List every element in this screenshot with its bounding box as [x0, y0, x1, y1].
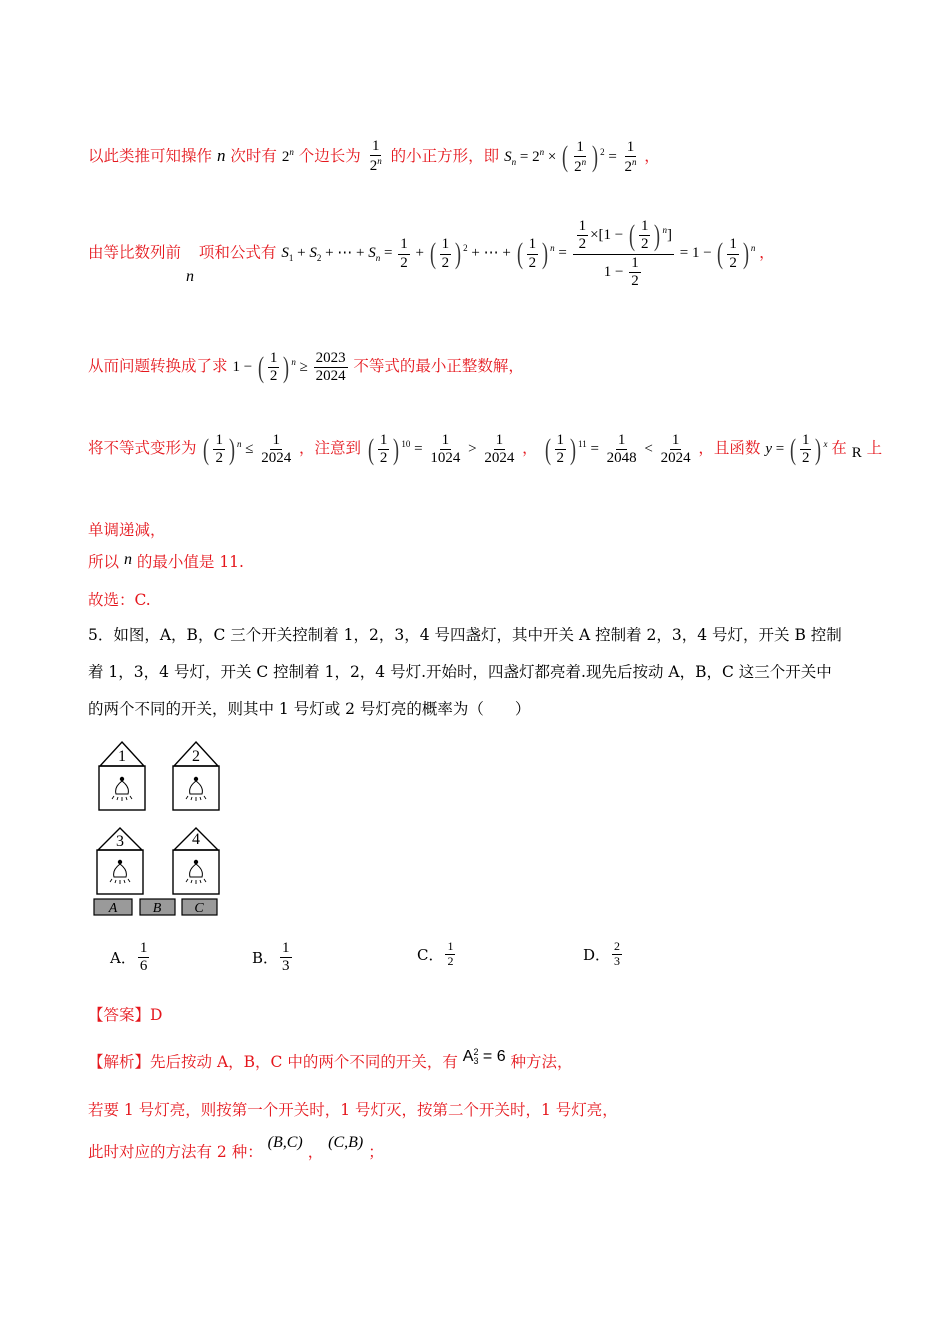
lamp-number: 1 — [118, 748, 126, 765]
lamp-1 — [99, 742, 145, 810]
switch-label: B — [152, 901, 162, 916]
text: 将不等式变形为 — [88, 439, 197, 458]
question-line-2: 着 1，3，4 号灯，开关 C 控制着 1，2，4 号灯.开始时，四盏灯都亮着.现先后按动 A，B，C 这三个开关中 — [88, 663, 832, 681]
text: 从而问题转换成了求 — [88, 357, 228, 376]
text: ， — [759, 243, 775, 262]
answer-value: D — [150, 1006, 163, 1024]
option-fraction: $\frac{1}{2}$ — [447, 939, 454, 968]
option-b — [252, 940, 294, 976]
text: 以此类推可知操作 — [88, 146, 213, 165]
lamp-number: 4 — [192, 831, 200, 848]
text: ，且函数 — [698, 439, 761, 458]
math-Sn-formula: $S_n = 2^n$ × ( $\frac{1}{2^n}$ ) $^2$ = $\frac{1}{2^n}$ — [504, 138, 637, 175]
text: 所以 — [88, 553, 120, 571]
math-power-10: ( $\frac{1}{2}$ ) $^{10}$ = $\frac{1}{1024}$ > $\frac{1}{2024}$ — [367, 432, 515, 467]
text: 次时有 — [230, 146, 277, 165]
text: 先后按动 A，B，C 中的两个不同的开关，有 — [150, 1053, 458, 1071]
question-line-1: 5．如图，A，B，C 三个开关控制着 1，2，3，4 号四盏灯，其中开关 A 控制着 2，3，4 号灯，开关 B 控制 — [88, 626, 842, 644]
math-sum-formula: $S_1 + S_2$ + ⋯ + $S_n$ = $\frac{1}{2}$ + ( $\frac{1}{2}$ ) $^2$ + ⋯ + ( $\frac{1}{2}$ ) $^n$ = $\frac{1}{2}$ ×[1 − ( $\frac{1}{2}$ ) $^n$] 1 − $\frac{1}{2}$ = 1 − ( $\frac{1}{2}$ ) $^n$ — [281, 218, 756, 289]
option-label: B． — [252, 949, 279, 968]
solution-line-7: 故选：C. — [88, 591, 151, 609]
answer-line — [88, 1003, 162, 1025]
text: 在 — [831, 439, 847, 458]
analysis-tag: 【解析】 — [88, 1053, 151, 1071]
math-power-11: ( $\frac{1}{2}$ ) $^{11}$ = $\frac{1}{2048}$ < $\frac{1}{2024}$ — [544, 432, 691, 467]
text: 种方法， — [510, 1053, 573, 1071]
var-n: n — [185, 268, 194, 286]
text: 项和公式有 — [198, 243, 277, 262]
text: 个边长为 — [298, 146, 361, 165]
math-function: y = ( $\frac{1}{2}$ ) $^x$ — [765, 432, 828, 467]
answer-tag: 【答案】 — [88, 1006, 151, 1024]
switch-label: A — [108, 901, 118, 916]
text: ， — [307, 1143, 324, 1161]
solution-line-3 — [88, 350, 524, 386]
lamp-4 — [173, 828, 219, 894]
solution-line-5: 单调递减， — [88, 521, 166, 539]
lamp-number: 3 — [116, 833, 124, 850]
switch-B — [140, 899, 175, 916]
text: 上 — [866, 439, 883, 458]
math-transformed: ( $\frac{1}{2}$ ) $^n$ ≤ $\frac{1}{2024}$ — [203, 432, 292, 467]
set-R: R — [851, 445, 862, 462]
text: 的小正方形，即 — [390, 146, 500, 165]
switch-A — [94, 899, 132, 916]
switch-C — [182, 899, 217, 916]
lamp-3 — [97, 828, 143, 894]
text: 不等式的最小正整数解， — [353, 357, 524, 376]
solution-line-4 — [88, 432, 882, 468]
option-c — [417, 940, 457, 969]
option-fraction: $\frac{1}{3}$ — [282, 940, 290, 975]
option-fraction: $\frac{2}{3}$ — [614, 939, 621, 968]
analysis-line-2: 若要 1 号灯亮，则按第一个开关时，1 号灯灭，按第二个开关时，1 号灯亮， — [88, 1101, 618, 1119]
solution-line-6 — [88, 550, 244, 572]
text: ，注意到 — [298, 439, 361, 458]
option-fraction: $\frac{1}{6}$ — [139, 940, 148, 975]
text: ； — [368, 1143, 384, 1161]
analysis-line-3 — [88, 1134, 384, 1162]
ordered-pair: (B,C) — [267, 1134, 303, 1151]
text: 此时对应的方法有 2 种： — [88, 1143, 263, 1161]
analysis-line-1 — [88, 1046, 573, 1072]
question-line-3: 的两个不同的开关，则其中 1 号灯或 2 号灯亮的概率为（ ） — [88, 700, 531, 718]
solution-line-1 — [88, 138, 660, 176]
option-d — [583, 940, 624, 969]
var-n: n — [216, 145, 226, 165]
option-a — [110, 940, 151, 976]
text: 由等比数列前 — [88, 243, 182, 262]
var-n: n — [123, 551, 132, 568]
text: ， — [644, 146, 660, 165]
math-inequality: 1 − ( $\frac{1}{2}$ ) $^n$ ≥ $\frac{2023}{2024}$ — [232, 350, 346, 385]
lamp-number: 2 — [192, 748, 200, 765]
option-label: A． — [110, 949, 136, 968]
option-label: C． — [417, 945, 444, 964]
math-2n: 2$^n$ — [281, 146, 294, 165]
lamp-2 — [173, 742, 219, 810]
math-frac: $\frac{1}{2^n}$ — [369, 138, 382, 175]
text: 的最小值是 11. — [136, 553, 244, 571]
lamp-switch-figure — [92, 740, 222, 918]
switch-label: C — [194, 901, 204, 916]
ordered-pair: (C,B) — [328, 1134, 364, 1151]
solution-line-2 — [88, 218, 775, 290]
permutation-formula: A 2 3 = 6 — [462, 1046, 506, 1066]
option-label: D． — [583, 945, 611, 964]
text: ， — [522, 439, 538, 458]
